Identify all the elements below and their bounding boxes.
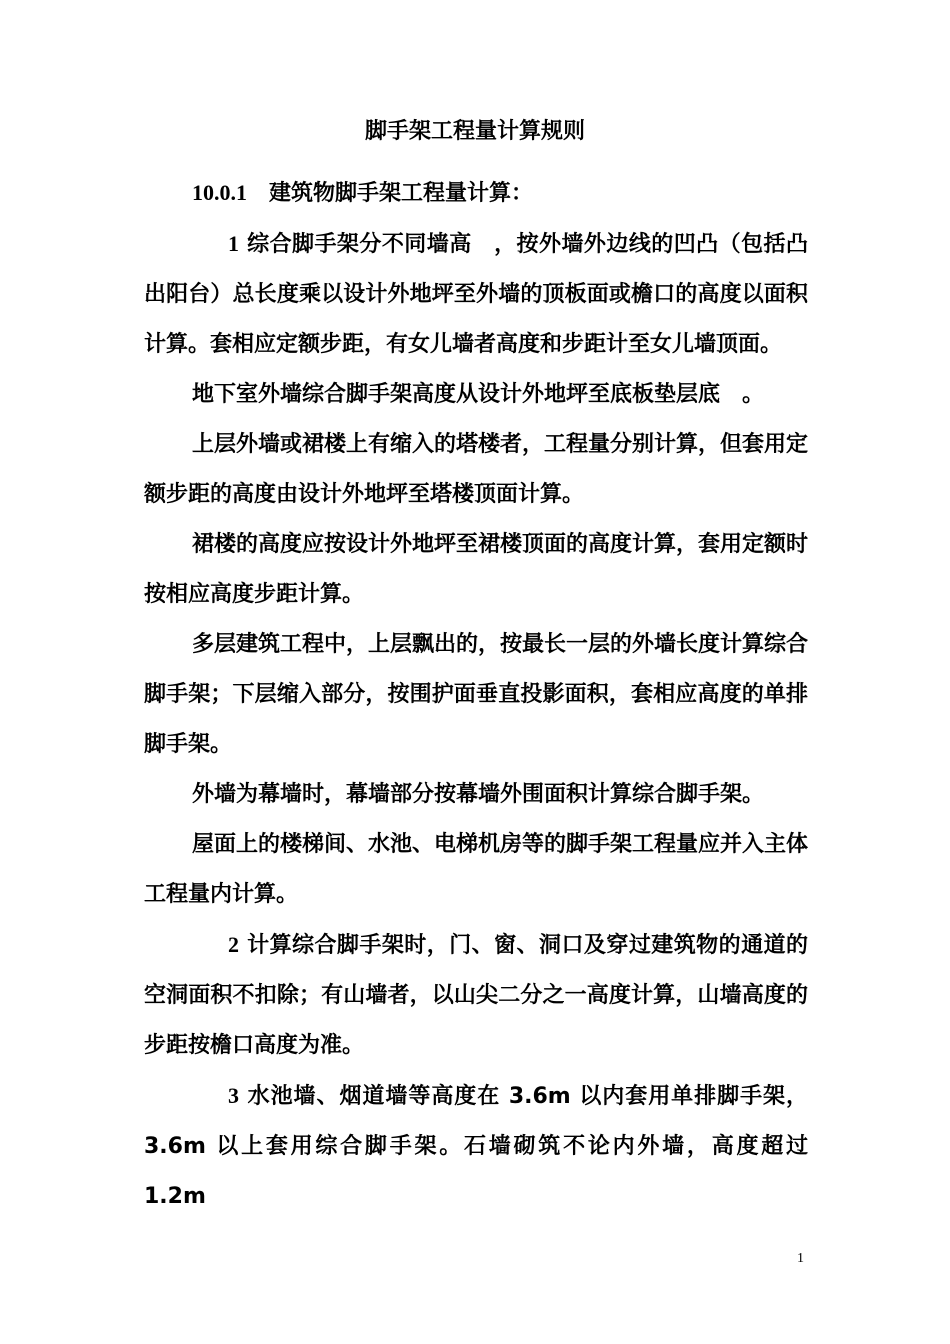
paragraph-text: 综合脚手架分不同墙高 ，按外墙外边线的凹凸（包括凸出阳台）总长度乘以设计外地坪至外墙的顶板面或檐口的高度以面积计算。套相应定额步距，有女儿墙者高度和步距计至女儿墙顶面。 xyxy=(144,232,808,357)
document-body xyxy=(144,168,808,1222)
paragraph-text: 计算综合脚手架时，门、窗、洞口及穿过建筑物的通道的空洞面积不扣除；有山墙者，以山尖二分之一高度计算，山墙高度的步距按檐口高度为准。 xyxy=(144,933,808,1058)
paragraph-2 xyxy=(144,920,808,1071)
paragraph-basement: 地下室外墙综合脚手架高度从设计外地坪至底板垫层底 。 xyxy=(192,382,765,407)
paragraph-roof: 屋面上的楼梯间、水池、电梯机房等的脚手架工程量应并入主体工程量内计算。 xyxy=(144,832,809,907)
paragraph-podium: 裙楼的高度应按设计外地坪至裙楼顶面的高度计算，套用定额时按相应高度步距计算。 xyxy=(144,532,809,607)
paragraph-3 xyxy=(144,1071,808,1222)
paragraph-multistorey: 多层建筑工程中，上层飘出的，按最长一层的外墙长度计算综合脚手架；下层缩入部分，按围护面垂直投影面积，套相应高度的单排脚手架。 xyxy=(144,632,809,757)
section-heading xyxy=(144,168,808,219)
paragraph-1 xyxy=(144,219,808,370)
paragraph-number: 3 xyxy=(228,1083,239,1108)
paragraph-curtain-wall: 外墙为幕墙时，幕墙部分按幕墙外围面积计算综合脚手架。 xyxy=(192,782,765,807)
page-number: 1 xyxy=(797,1251,804,1266)
paragraph-text: 水池墙、烟道墙等高度在 3.6m 以内套用单排脚手架，3.6m 以上套用综合脚手架。石墙砌筑不论内外墙，高度超过 1.2m xyxy=(144,1084,808,1209)
paragraph-number: 2 xyxy=(228,932,239,957)
paragraph-tower: 上层外墙或裙楼上有缩入的塔楼者，工程量分别计算，但套用定额步距的高度由设计外地坪至塔楼顶面计算。 xyxy=(144,432,809,507)
document-title: 脚手架工程量计算规则 xyxy=(364,119,585,144)
section-number: 10.0.1 xyxy=(192,180,247,205)
section-heading-text: 建筑物脚手架工程量计算： xyxy=(269,181,534,206)
paragraph-number: 1 xyxy=(228,231,239,256)
